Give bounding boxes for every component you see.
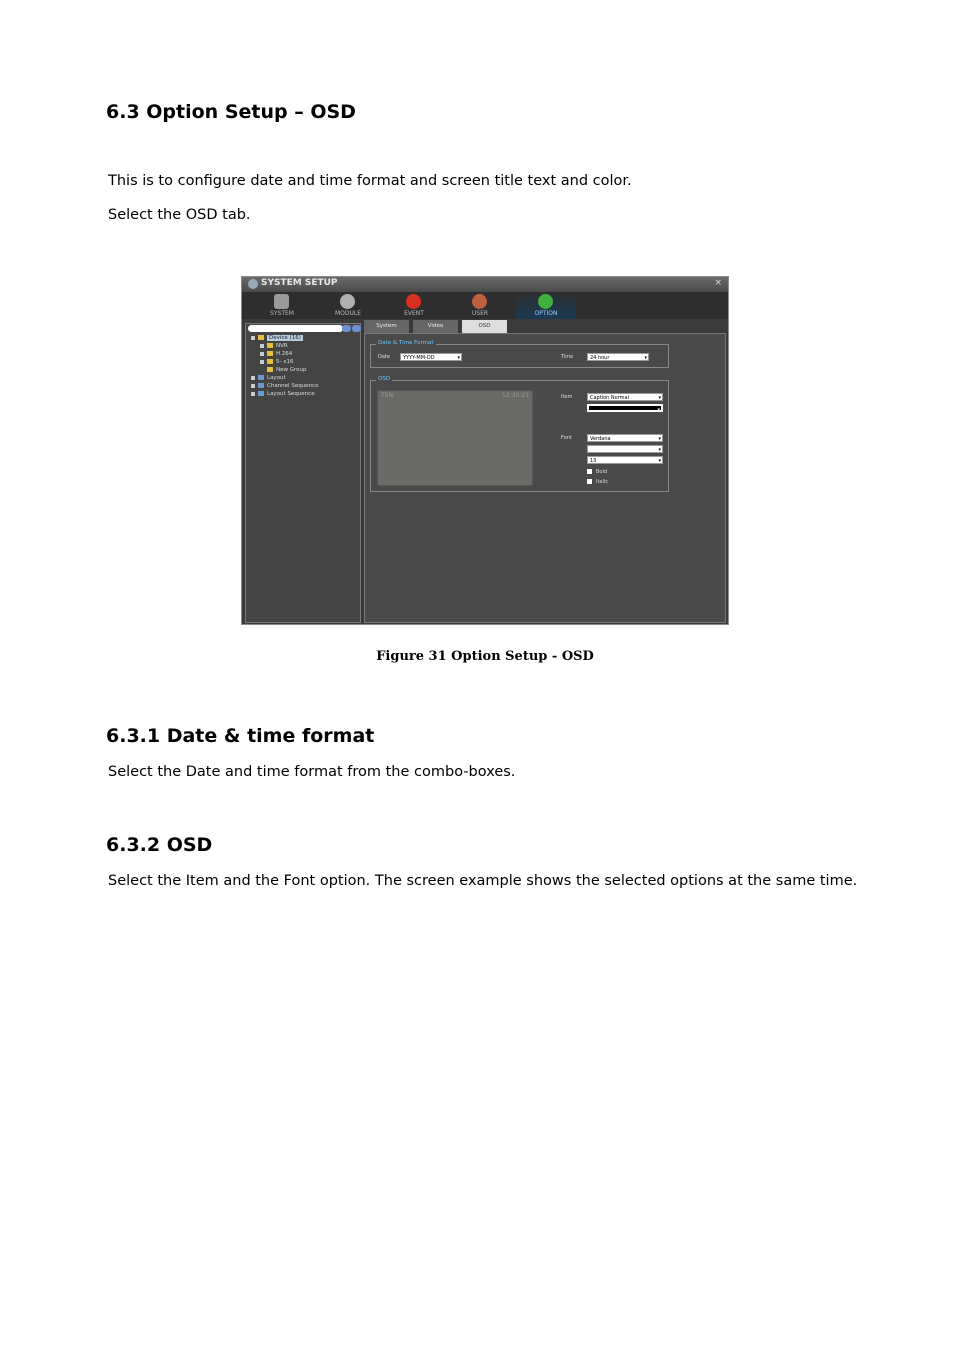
bold-label: Bold [596, 469, 608, 475]
expand-icon[interactable] [251, 376, 255, 380]
check-icon [538, 294, 553, 309]
tree-item-label: Layout Sequence [267, 391, 315, 397]
date-label: Date [378, 354, 390, 360]
tab-system[interactable]: System [364, 320, 409, 333]
bold-checkbox[interactable] [587, 469, 607, 475]
chevron-down-icon: ▾ [657, 407, 660, 413]
toolbar-event-button[interactable] [384, 292, 444, 319]
device-tree-panel [245, 323, 361, 623]
folder-icon [267, 351, 273, 356]
search-icon[interactable] [342, 325, 351, 332]
folder-icon [267, 359, 273, 364]
tree-item-device[interactable] [251, 335, 303, 341]
tree-search-input[interactable] [248, 325, 343, 332]
font-label: Font [561, 435, 572, 441]
tree-item-nvr[interactable] [260, 343, 288, 349]
chevron-down-icon: ▾ [658, 395, 661, 401]
osd-preview [377, 390, 533, 486]
section-heading-6-3-1: 6.3.1 Date & time format [106, 725, 375, 747]
osd-group [370, 376, 669, 492]
sequence-icon [258, 391, 264, 396]
toolbar-label: EVENT [404, 310, 424, 317]
checkbox-icon [587, 479, 592, 484]
sequence-icon [258, 383, 264, 388]
datetime-paragraph: Select the Date and time format from the combo-boxes. [108, 764, 516, 780]
date-format-combo[interactable] [400, 353, 462, 361]
app-logo-icon [248, 279, 258, 289]
intro-paragraph: This is to configure date and time format and screen title text and color. [108, 173, 632, 189]
toolbar-option-button[interactable] [516, 292, 576, 319]
item-value: Caption Normal [590, 395, 629, 401]
date-format-value: YYYY-MM-DD [403, 355, 435, 361]
toolbar-system-button[interactable] [252, 292, 312, 319]
system-setup-screenshot [241, 276, 729, 625]
expand-icon[interactable] [251, 336, 255, 340]
tab-osd[interactable]: OSD [462, 320, 507, 333]
chevron-down-icon: ▾ [644, 355, 647, 361]
section-heading-6-3: 6.3 Option Setup – OSD [106, 101, 356, 123]
toolbar-label: MODULE [334, 310, 362, 317]
folder-icon [267, 343, 273, 348]
tree-item-label: New Group [276, 367, 307, 373]
item-color-combo[interactable] [587, 404, 663, 412]
chevron-down-icon: ▾ [658, 447, 661, 453]
font-color-combo[interactable] [587, 445, 663, 453]
osd-group-label: OSD [378, 376, 391, 382]
tree-item-new-group[interactable] [267, 367, 307, 373]
font-value: Verdana [590, 436, 611, 442]
italic-label: Italic [596, 479, 609, 485]
tree-item-layout-sequence[interactable] [251, 391, 315, 397]
tree-item-label: Channel Sequence [267, 383, 319, 389]
font-size-value: 13 [590, 458, 597, 464]
tree-item-label: H.264 [276, 351, 293, 357]
chevron-down-icon: ▾ [658, 458, 661, 464]
tree-item-x16[interactable] [260, 359, 294, 365]
close-icon[interactable]: × [714, 278, 722, 288]
expand-icon[interactable] [260, 352, 264, 356]
main-toolbar [242, 292, 728, 319]
preview-title: Title [381, 392, 394, 399]
tree-item-layout[interactable] [251, 375, 286, 381]
font-size-combo[interactable] [587, 456, 663, 464]
toolbar-module-button[interactable] [318, 292, 378, 319]
chevron-down-icon: ▾ [457, 355, 460, 361]
toolbar-label: USER [471, 310, 489, 317]
osd-paragraph: Select the Item and the Font option. The screen example shows the selected options at the same time. [108, 873, 858, 889]
alarm-light-icon [406, 294, 421, 309]
osd-settings-panel [364, 333, 726, 623]
layout-icon [258, 375, 264, 380]
tree-item-h264[interactable] [260, 351, 292, 357]
time-format-value: 24 hour [590, 355, 610, 361]
window-titlebar [242, 277, 728, 292]
toolbar-label: OPTION [534, 310, 558, 317]
expand-icon[interactable] [251, 384, 255, 388]
datetime-group [370, 340, 669, 368]
tree-item-label: Layout [267, 375, 286, 381]
time-format-combo[interactable] [587, 353, 649, 361]
item-combo[interactable] [587, 393, 663, 401]
font-combo[interactable] [587, 434, 663, 442]
user-icon [472, 294, 487, 309]
folder-icon [258, 335, 264, 340]
window-title: SYSTEM SETUP [261, 278, 338, 288]
tree-item-label: 5- x16 [276, 359, 294, 365]
item-label: Item [561, 394, 573, 400]
section-heading-6-3-2: 6.3.2 OSD [106, 834, 213, 856]
tree-item-label: NVR [276, 343, 288, 349]
toolbar-user-button[interactable] [450, 292, 510, 319]
tab-video[interactable]: Video [413, 320, 458, 333]
instruction-paragraph: Select the OSD tab. [108, 207, 251, 223]
preview-time: 12:30:21 [502, 392, 529, 399]
figure-caption: Figure 31 Option Setup - OSD [376, 649, 594, 664]
refresh-icon[interactable] [352, 325, 361, 332]
folder-icon [267, 367, 273, 372]
expand-icon[interactable] [251, 392, 255, 396]
expand-icon[interactable] [260, 360, 264, 364]
tree-item-channel-sequence[interactable] [251, 383, 318, 389]
gears-icon [340, 294, 355, 309]
chevron-down-icon: ▾ [658, 436, 661, 442]
expand-icon[interactable] [260, 344, 264, 348]
checkbox-checked-icon [587, 469, 592, 474]
toolbar-label: SYSTEM [270, 310, 294, 317]
italic-checkbox[interactable] [587, 479, 608, 485]
server-icon [274, 294, 289, 309]
time-label: Time [561, 354, 574, 360]
tree-item-label: Device (16) [269, 335, 301, 341]
datetime-group-label: Date & Time Format [378, 340, 434, 346]
